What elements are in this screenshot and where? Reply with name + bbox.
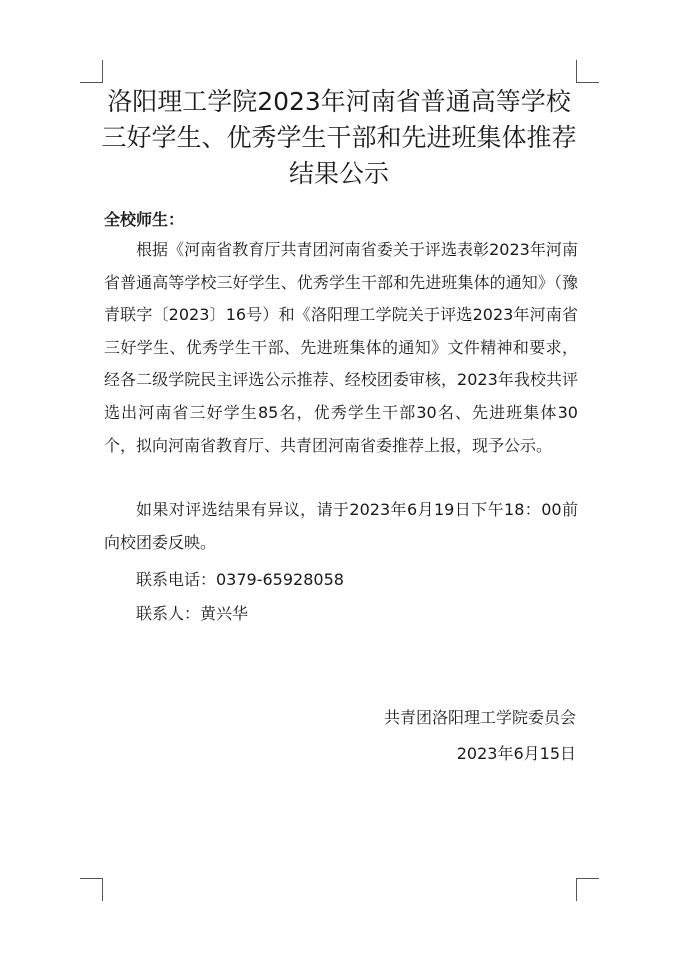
title-line: 结果公示	[288, 159, 389, 188]
contact-person: 联系人：黄兴华	[136, 604, 249, 623]
signature-organization: 共青团洛阳理工学院委员会	[383, 708, 576, 727]
body-paragraph-main: 根据《河南省教育厅共青团河南省委关于评选表彰2023年河南省普通高等学校三好学生、优秀学生干部和先进班集体的通知》（豫青联字〔2023〕16号）和《洛阳理工学院关于评选2023年河南省三好学生、优秀学生干部、先进班集体的通知》文件精神和要求，经各二级学院民主评选公示推荐、经校团委审核，2023年我校共评选出河南省三好学生85名，优秀学生干部30名、先进班集体30个，拟向河南省教育厅、共青团河南省委推荐上报，现予公示。	[104, 240, 578, 455]
crop-mark-top-left	[80, 60, 103, 83]
crop-mark-bottom-right	[576, 878, 599, 901]
signature-date: 2023年6月15日	[456, 744, 576, 763]
title-line: 洛阳理工学院2023年河南省普通高等学校	[107, 87, 571, 116]
document-title	[96, 84, 582, 192]
title-line: 三好学生、优秀学生干部和先进班集体推荐	[101, 123, 577, 152]
body-paragraph-objection: 如果对评选结果有异议，请于2023年6月19日下午18：00前向校团委反映。	[104, 500, 578, 552]
crop-mark-bottom-left	[80, 878, 103, 901]
crop-mark-top-right	[576, 60, 599, 83]
salutation: 全校师生：	[104, 210, 185, 229]
contact-phone: 联系电话：0379-65928058	[136, 570, 344, 589]
